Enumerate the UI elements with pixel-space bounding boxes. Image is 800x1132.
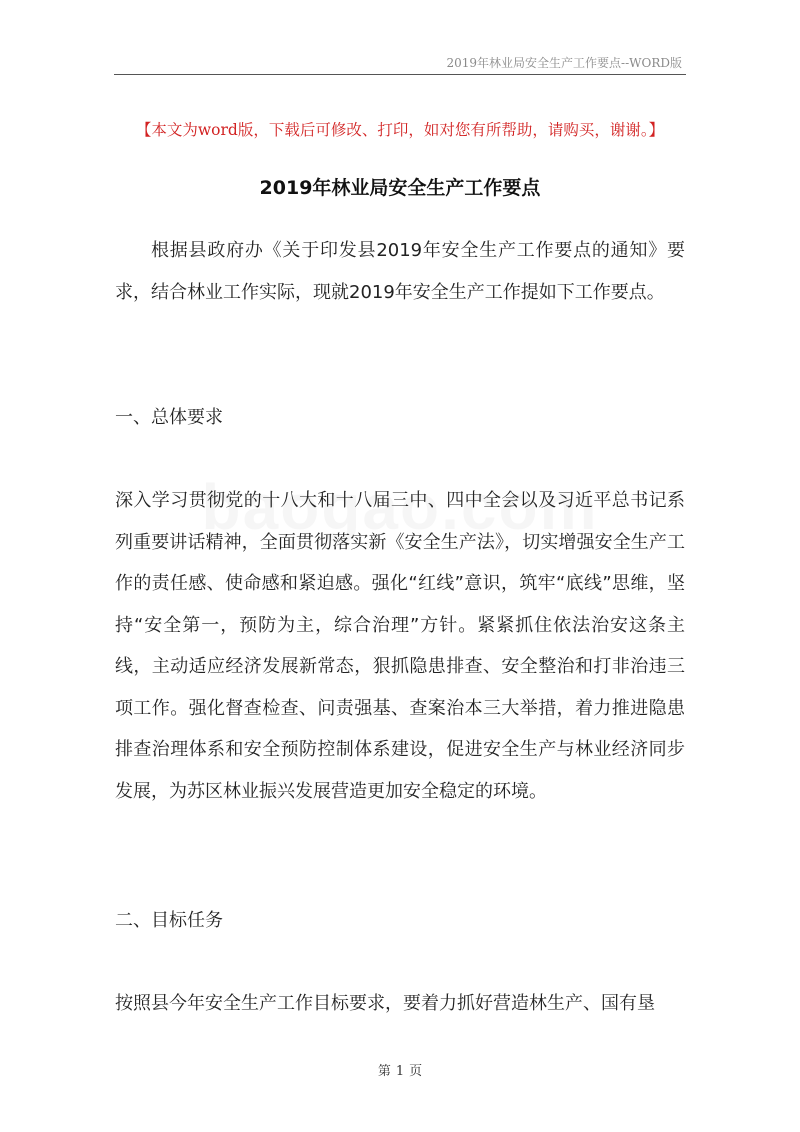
document-title: 2019年林业局安全生产工作要点 [259, 177, 541, 199]
intro-paragraph: 根据县政府办《关于印发县2019年安全生产工作要点的通知》要求，结合林业工作实际，现就2019年安全生产工作提如下工作要点。 [115, 240, 685, 303]
header-divider [114, 74, 686, 75]
section-heading-targets: 二、目标任务 [115, 910, 223, 931]
section-body-general-requirements: 深入学习贯彻党的十八大和十八届三中、四中全会以及习近平总书记系列重要讲话精神，全面贯彻落实新《安全生产法》，切实增强安全生产工作的责任感、使命感和紧迫感。强化“红线”意识，筑牢“底线”思维，坚持“安全第一，预防为主，综合治理”方针。紧紧抓住依法治安这条主线，主动适应经济发展新常态，狠抓隐患排查、安全整治和打非治违三项工作。强化督查检查、问责强基、查案治本三大举措，着力推进隐患排查治理体系和安全预防控制体系建设，促进安全生产与林业经济同步发展，为苏区林业振兴发展营造更加安全稳定的环境。 [115, 490, 685, 802]
footer-prefix: 第 [377, 1064, 391, 1079]
footer-suffix: 页 [409, 1064, 423, 1079]
section-body-targets: 按照县今年安全生产工作目标要求，要着力抓好营造林生产、国有垦 [115, 993, 655, 1014]
section-heading-general-requirements: 一、总体要求 [115, 407, 223, 428]
page-number: 1 [395, 1064, 405, 1079]
page-footer [0, 1060, 800, 1079]
running-header: 2019年林业局安全生产工作要点--WORD版 [446, 56, 682, 70]
purchase-notice: 【本文为word版，下载后可修改、打印，如对您有所帮助，请购买，谢谢。】 [135, 121, 665, 139]
